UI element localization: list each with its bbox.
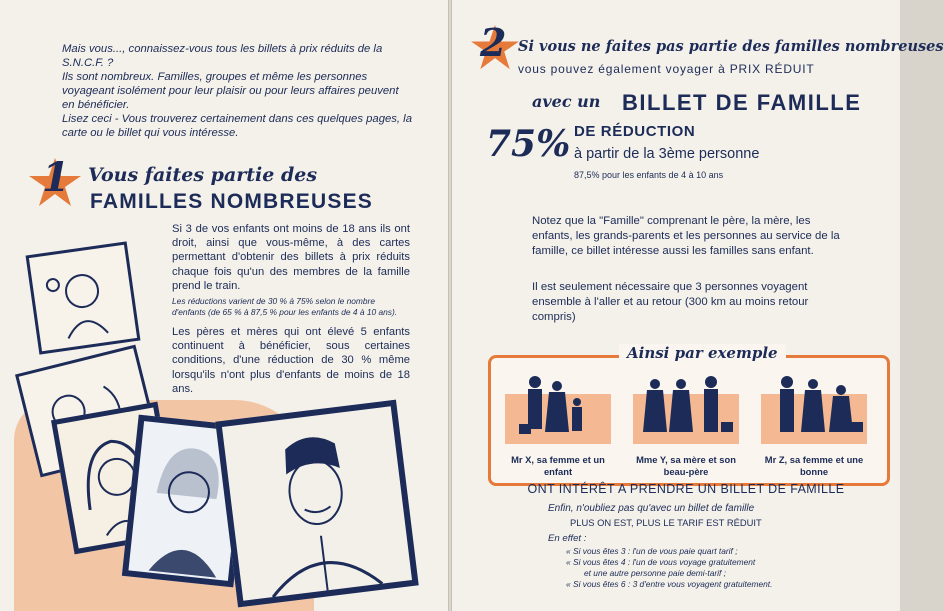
section-number-1: 1 xyxy=(42,154,70,201)
tariff-rule-6: « Si vous êtes 6 : 3 d'entre vous voyagent gratuitement. xyxy=(566,579,773,589)
baby-illustration xyxy=(29,245,137,351)
left-page xyxy=(0,0,448,611)
example-title: Ainsi par exemple xyxy=(619,344,786,362)
man-illustration xyxy=(222,406,412,600)
enfin-line: Enfin, n'oubliez pas qu'avec un billet de famille xyxy=(548,503,755,514)
man-portrait-frame xyxy=(215,400,418,608)
plus-on-est-line: PLUS ON EST, PLUS LE TARIF EST RÉDUIT xyxy=(570,517,762,528)
intro-text xyxy=(62,42,412,140)
tariff-rule-4-cont: et une autre personne paie demi-tarif ; xyxy=(584,568,726,578)
intro-paragraph-3: Lisez ceci - Vous trouverez certainement dans ces quelques pages, la carte ou le billet qui vous intéresse. xyxy=(62,113,412,139)
section-1-paragraph-1: Si 3 de vos enfants ont moins de 18 ans ils ont droit, ainsi que vous-même, à des cartes permettant d'obtenir des billets à prix réduits chaque fois qu'un des membres de la famille prend le train. xyxy=(172,223,410,292)
family-z-illustration xyxy=(761,374,867,450)
section-2-script-heading: Si vous ne faites pas partie des familles nombreuses xyxy=(518,38,944,55)
family-y-illustration xyxy=(633,374,739,450)
intro-paragraph-2: Ils sont nombreux. Familles, groupes et même les personnes voyageant isolément pour leur plaisir ou pour leurs affaires peuvent en bénéficier. xyxy=(62,71,399,111)
section-2-subline: vous pouvez également voyager à PRIX RÉDUIT xyxy=(518,62,815,76)
tariff-rule-4: « Si vous êtes 4 : l'un de vous voyage gratuitement xyxy=(566,557,756,567)
percent-75: 75% xyxy=(486,123,571,165)
example-box xyxy=(488,344,890,486)
caption-family-x: Mr X, sa femme et un enfant xyxy=(511,454,605,477)
billet-de-famille-heading: BILLET DE FAMILLE xyxy=(622,90,862,115)
tariff-rules xyxy=(566,546,886,590)
right-page xyxy=(452,0,944,611)
condition-paragraph: Il est seulement nécessaire que 3 personnes voyagent ensemble à l'aller et au retour (300 km au moins retour compris) xyxy=(532,281,809,323)
notez-paragraph: Notez que la "Famille" comprenant le père, la mère, les enfants, les grands-parents et les personnes au service de la famille, ce billet intéresse aussi les familles sans enfant. xyxy=(532,215,840,257)
section-1-script-heading: Vous faites partie des xyxy=(88,164,318,186)
baby-portrait-frame xyxy=(26,241,141,354)
section-number-2: 2 xyxy=(480,20,507,65)
section-1-note: Les réductions varient de 30 % à 75% selon le nombre d'enfants (de 65 % à 87,5 % pour les enfants de 4 à 10 ans). xyxy=(172,296,398,317)
caption-family-y: Mme Y, sa mère et son beau-père xyxy=(636,454,736,477)
section-1-paragraph-2: Les pères et mères qui ont élevé 5 enfants continuent à bénéficier, sous certaines conditions, d'une réduction de 30 % même lorsqu'ils n'ont plus d'enfants de moins de 18 ans. xyxy=(172,326,410,395)
avec-un-label: avec un xyxy=(532,92,601,111)
interest-line: ONT INTÉRÊT A PRENDRE UN BILLET DE FAMILLE xyxy=(527,482,845,496)
tariff-rule-3: « Si vous êtes 3 : l'un de vous paie quart tarif ; xyxy=(566,546,738,556)
enfants-reduction-label: 87,5% pour les enfants de 4 à 10 ans xyxy=(574,170,724,180)
de-reduction-label: DE RÉDUCTION xyxy=(574,123,696,140)
a-partir-label: à partir de la 3ème personne xyxy=(574,146,760,162)
caption-family-z: Mr Z, sa femme et une bonne xyxy=(764,454,864,477)
en-effet-line: En effet : xyxy=(548,533,587,544)
intro-paragraph-1: Mais vous..., connaissez-vous tous les billets à prix réduits de la S.N.C.F. ? xyxy=(62,43,383,69)
family-x-illustration xyxy=(505,374,611,450)
section-1-heading: FAMILLES NOMBREUSES xyxy=(90,190,373,213)
